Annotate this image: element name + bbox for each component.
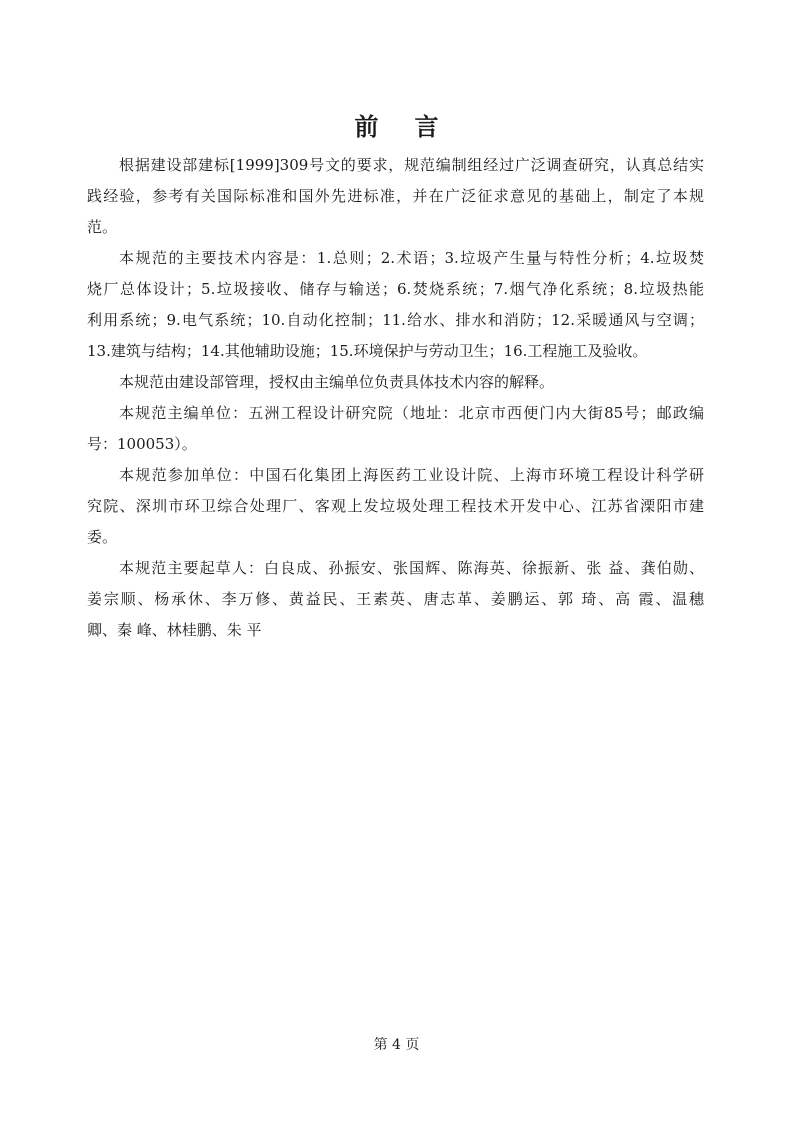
page-title: 前言: [354, 112, 475, 141]
paragraph-management: [87, 367, 704, 398]
paragraph-line: 范。: [87, 218, 118, 236]
paragraph-line: 13.建筑与结构；14.其他辅助设施；15.环境保护与劳动卫生；16.工程施工及验收。: [87, 342, 648, 360]
paragraph-line: 本规范参加单位：中国石化集团上海医药工业设计院、上海市环境工程设计科学研: [119, 466, 704, 484]
paragraph-chief-editor: [87, 398, 704, 460]
paragraph-line: 烧厂总体设计；5.垃圾接收、储存与输送；6.焚烧系统；7.烟气净化系统；8.垃圾热能: [87, 280, 704, 298]
paragraph-contents: [87, 243, 704, 367]
paragraph-line: 究院、深圳市环卫综合处理厂、客观上发垃圾处理工程技术开发中心、江苏省溧阳市建: [87, 497, 704, 515]
paragraph-drafters: [87, 553, 704, 646]
paragraph-line: 根据建设部建标[1999]309号文的要求，规范编制组经过广泛调查研究，认真总结实: [119, 156, 704, 174]
document-body: [87, 150, 704, 646]
paragraph-basis: [87, 150, 704, 243]
paragraph-participants: [87, 460, 704, 553]
paragraph-line: 姜宗顺、杨承休、李万修、黄益民、王素英、唐志革、姜鹏运、郭 琦、高 霞、温穗: [87, 590, 704, 608]
paragraph-line: 本规范的主要技术内容是：1.总则；2.术语；3.垃圾产生量与特性分析；4.垃圾焚: [119, 249, 704, 267]
paragraph-line: 本规范由建设部管理，授权由主编单位负责具体技术内容的解释。: [119, 373, 555, 391]
paragraph-line: 号：100053）。: [87, 435, 197, 453]
paragraph-line: 卿、秦 峰、林桂鹏、朱 平: [87, 621, 262, 639]
paragraph-line: 委。: [87, 528, 118, 546]
paragraph-line: 本规范主编单位：五洲工程设计研究院（地址：北京市西便门内大街85号；邮政编: [119, 404, 704, 422]
paragraph-line: 践经验，参考有关国际标准和国外先进标准，并在广泛征求意见的基础上，制定了本规: [87, 187, 704, 205]
paragraph-line: 本规范主要起草人：白良成、孙振安、张国辉、陈海英、徐振新、张 益、龚伯勋、: [119, 559, 704, 577]
page-number: 第 4 页: [373, 1037, 420, 1053]
paragraph-line: 利用系统；9.电气系统；10.自动化控制；11.给水、排水和消防；12.采暖通风与空调；: [87, 311, 704, 329]
